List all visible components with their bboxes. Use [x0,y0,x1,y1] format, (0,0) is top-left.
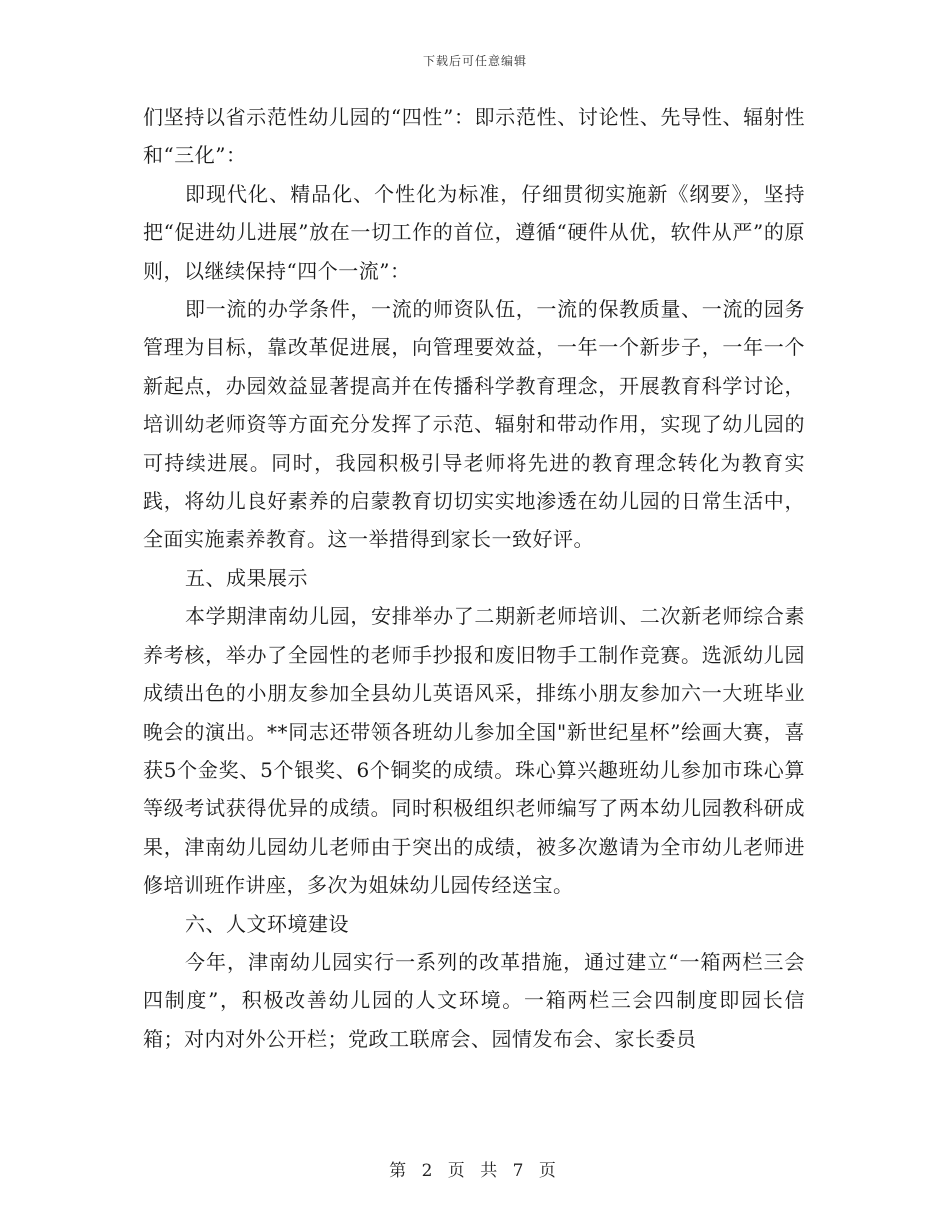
section-heading: 五、成果展示 [185,565,308,590]
page-header: 下载后可任意编辑 [422,54,527,68]
paragraph: 即现代化、精品化、个性化为标准，仔细贯彻实施新《纲要》，坚持把“促进幼儿进展”放在一切工作的首位，遵循“硬件从优，软件从严”的原则，以继续保持“四个一流”： [143,181,805,283]
page-footer: 第 2 页 共 7 页 [389,1161,561,1181]
paragraph: 们坚持以省示范性幼儿园的“四性”：即示范性、讨论性、先导性、辐射性和“三化”： [143,105,805,168]
section-heading: 六、人文环境建设 [185,911,349,936]
document-body [143,98,805,1058]
paragraph: 即一流的办学条件，一流的师资队伍，一流的保教质量、一流的园务管理为目标，靠改革促进展，向管理要效益，一年一个新步子，一年一个新起点，办园效益显著提高并在传播科学教育理念，开展教育科学讨论，培训幼老师资等方面充分发挥了示范、辐射和带动作用，实现了幼儿园的可持续进展。同时，我园积极引导老师将先进的教育理念转化为教育实践，将幼儿良好素养的启蒙教育切切实实地渗透在幼儿园的日常生活中，全面实施素养教育。这一举措得到家长一致好评。 [143,297,805,552]
paragraph: 本学期津南幼儿园，安排举办了二期新老师培训、二次新老师综合素养考核，举办了全园性的老师手抄报和废旧物手工制作竞赛。选派幼儿园成绩出色的小朋友参加全县幼儿英语风采，排练小朋友参加六一大班毕业晚会的演出。**同志还带领各班幼儿参加全国"新世纪星杯”绘画大赛，喜获5个金奖、5个银奖、6个铜奖的成绩。珠心算兴趣班幼儿参加市珠心算等级考试获得优异的成绩。同时积极组织老师编写了两本幼儿园教科研成果，津南幼儿园幼儿老师由于突出的成绩，被多次邀请为全市幼儿老师进修培训班作讲座，多次为姐妹幼儿园传经送宝。 [143,604,805,898]
paragraph: 今年，津南幼儿园实行一系列的改革措施，通过建立“一箱两栏三会四制度”，积极改善幼儿园的人文环境。一箱两栏三会四制度即园长信箱；对内对外公开栏；党政工联席会、园情发布会、家长委员 [143,949,805,1051]
